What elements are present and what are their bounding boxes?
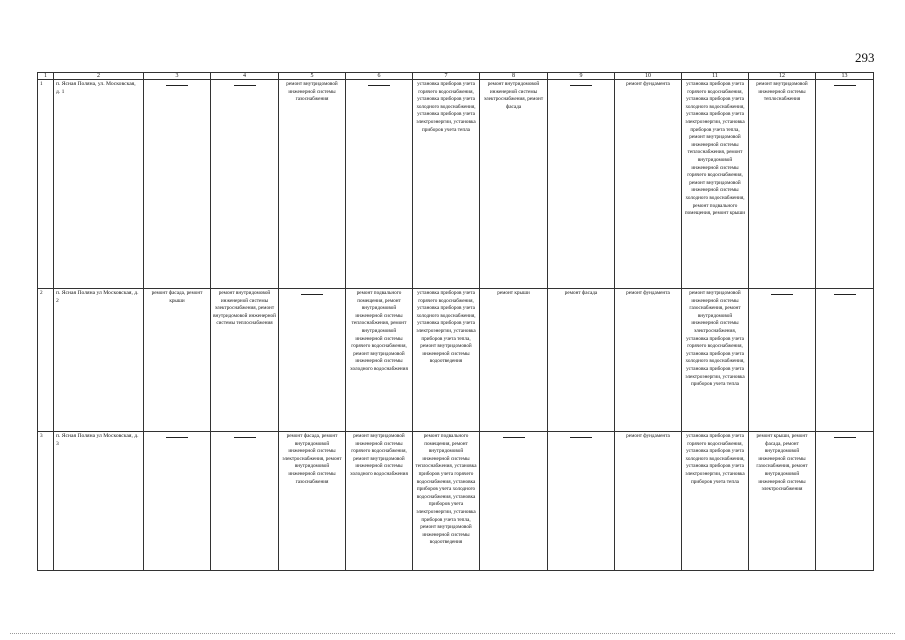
- column-header: 10: [615, 73, 682, 80]
- table-row: [38, 80, 874, 289]
- column-header: 7: [413, 73, 480, 80]
- works-cell: установка приборов учета горячего водоснабжения, установка приборов учета холодного водоснабжения, установка приборов учета электроэнергии, установка приборов учета тепла: [682, 432, 749, 571]
- empty-dash: [548, 432, 615, 571]
- works-cell: ремонт фасада: [548, 289, 615, 432]
- table-row: [38, 289, 874, 432]
- column-header: 13: [816, 73, 874, 80]
- works-cell: ремонт внутридомовой инженерной системы электроснабжения, ремонт фасада: [480, 80, 548, 289]
- column-header: 1: [38, 73, 54, 80]
- page-number: 293: [855, 50, 875, 65]
- works-cell: установка приборов учета горячего водоснабжения, установка приборов учета холодного водоснабжения, установка приборов учета электроэнергии, установка приборов учета тепла, ремонт внутридомовой инженерной системы водоотведения: [413, 289, 480, 432]
- row-number: 2: [38, 289, 54, 432]
- works-cell: ремонт подвального помещения, ремонт внутридомовой инженерной системы теплоснабжения, ремонт внутридомовой инженерной системы горячего водоснабжения, ремонт внутридомовой инженерной системы холодного водоснабжения: [346, 289, 413, 432]
- header-row: [38, 73, 874, 80]
- column-header: 3: [144, 73, 211, 80]
- address-cell: п. Ясная Поляна ул Московская, д. 2: [54, 289, 144, 432]
- column-header: 9: [548, 73, 615, 80]
- empty-dash: [211, 432, 279, 571]
- works-cell: ремонт фундамента: [615, 80, 682, 289]
- works-cell: установка приборов учета горячего водоснабжения, установка приборов учета холодного водоснабжения, установка приборов учета электроэнергии, установка приборов учета тепла, ремонт внутридомовой инженерной системы теплоснабжения, ремонт внутридомовой инженерной системы горячего водоснабжения, ремонт внутридомовой инженерной системы холодного водоснабжения, ремонт подвального помещения, ремонт крыши: [682, 80, 749, 289]
- column-header: 2: [54, 73, 144, 80]
- works-cell: ремонт внутридомовой инженерной системы горячего водоснабжения, ремонт внутридомовой инженерной системы холодного водоснабжения: [346, 432, 413, 571]
- works-cell: ремонт внутридомовой инженерной системы электроснабжения, ремонт внутридомовой инженерной системы теплоснабжения: [211, 289, 279, 432]
- empty-dash: [279, 289, 346, 432]
- works-cell: ремонт фасада, ремонт внутридомовой инженерной системы электроснабжения, ремонт внутридомовой инженерной системы газоснабжения: [279, 432, 346, 571]
- row-number: 3: [38, 432, 54, 571]
- works-cell: ремонт крыши: [480, 289, 548, 432]
- empty-dash: [749, 289, 816, 432]
- works-cell: ремонт крыши, ремонт фасада, ремонт внутридомовой инженерной системы газоснабжения, ремонт внутридомовой инженерной системы электроснабжения: [749, 432, 816, 571]
- empty-dash: [144, 80, 211, 289]
- address-cell: п. Ясная Поляна, ул. Московская, д. 1: [54, 80, 144, 289]
- empty-dash: [144, 432, 211, 571]
- empty-dash: [211, 80, 279, 289]
- works-cell: ремонт фундамента: [615, 432, 682, 571]
- works-cell: ремонт внутридомовой инженерной системы газоснабжения: [279, 80, 346, 289]
- empty-dash: [346, 80, 413, 289]
- column-header: 6: [346, 73, 413, 80]
- empty-dash: [548, 80, 615, 289]
- empty-dash: [816, 289, 874, 432]
- address-cell: п. Ясная Поляна ул Московская, д. 3: [54, 432, 144, 571]
- works-cell: ремонт внутридомовой инженерной системы теплоснабжения: [749, 80, 816, 289]
- works-cell: ремонт фасада, ремонт крыши: [144, 289, 211, 432]
- scan-edge-line: [10, 633, 895, 634]
- works-cell: ремонт внутридомовой инженерной системы газоснабжения, ремонт внутридомовой инженерной системы электроснабжения, установка приборов учета горячего водоснабжения, установка приборов учета холодного водоснабжения, установка приборов учета электроэнергии, установка приборов учета тепла: [682, 289, 749, 432]
- works-cell: ремонт фундамента: [615, 289, 682, 432]
- column-header: 5: [279, 73, 346, 80]
- column-header: 8: [480, 73, 548, 80]
- column-header: 4: [211, 73, 279, 80]
- table-row: [38, 432, 874, 571]
- works-cell: установка приборов учета горячего водоснабжения, установка приборов учета холодного водоснабжения, установка приборов учета электроэнергии, установка приборов учета тепла: [413, 80, 480, 289]
- column-header: 12: [749, 73, 816, 80]
- row-number: 1: [38, 80, 54, 289]
- works-cell: ремонт подвального помещения, ремонт внутридомовой инженерной системы теплоснабжения, установка приборов учета горячего водоснабжения, установка приборов учета холодного водоснабжения, установка приборов учета электроэнергии, установка приборов учета тепла, ремонт внутридомовой инженерной системы водоотведения: [413, 432, 480, 571]
- capital-repair-table: [37, 72, 874, 571]
- empty-dash: [816, 432, 874, 571]
- empty-dash: [480, 432, 548, 571]
- empty-dash: [816, 80, 874, 289]
- column-header: 11: [682, 73, 749, 80]
